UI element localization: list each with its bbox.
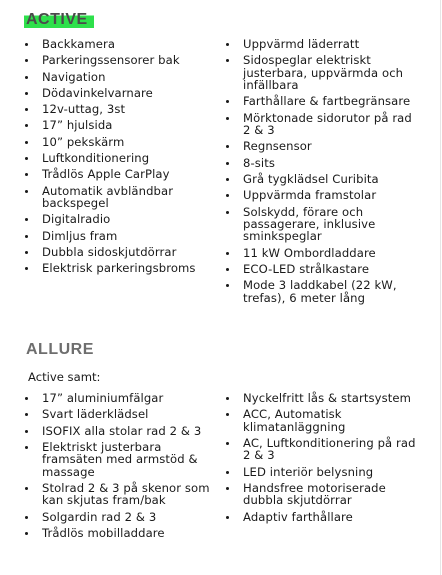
list-item: Mörktonade sidorutor på rad 2 & 3	[243, 112, 423, 137]
list-item: ACC, Automatisk klimatanläggning	[243, 408, 423, 433]
list-item: Nyckelfritt lås & startsystem	[243, 392, 423, 404]
page-edge-divider	[440, 0, 441, 575]
list-item: Adaptiv farthållare	[243, 511, 423, 523]
list-item: LED interiör belysning	[243, 466, 423, 478]
list-item: Regnsensor	[243, 140, 423, 152]
list-item: Digitalradio	[42, 213, 224, 225]
list-item: ISOFIX alla stolar rad 2 & 3	[42, 425, 224, 437]
list-item: Parkeringssensorer bak	[42, 54, 224, 66]
list-item: ECO-LED strålkastare	[243, 263, 423, 275]
list-item: Dimljus fram	[42, 230, 224, 242]
list-item: 12v-uttag, 3st	[42, 103, 224, 115]
active-list-left	[42, 38, 224, 279]
active-heading: ACTIVE	[24, 11, 94, 29]
list-item: Grå tygklädsel Curibita	[243, 173, 423, 185]
list-item: 8-sits	[243, 157, 423, 169]
list-item: 11 kW Ombordladdare	[243, 247, 423, 259]
list-item: Handsfree motoriserade dubbla skjutdörrar	[243, 482, 423, 507]
allure-heading: ALLURE	[26, 341, 94, 358]
list-item: Trådlös mobilladdare	[42, 527, 224, 539]
list-item: Luftkonditionering	[42, 152, 224, 164]
list-item: Elektriskt justerbara framsäten med armstöd & massage	[42, 441, 214, 478]
allure-list-right	[243, 392, 423, 527]
list-item: Farthållare & fartbegränsare	[243, 95, 423, 107]
list-item: Elektrisk parkeringsbroms	[42, 262, 224, 274]
list-item: Mode 3 laddkabel (22 kW, trefas), 6 meter lång	[243, 279, 423, 304]
list-item: Solskydd, förare och passagerare, inklusive sminkspeglar	[243, 206, 423, 243]
list-item: Navigation	[42, 71, 224, 83]
list-item: Solgardin rad 2 & 3	[42, 511, 224, 523]
list-item: 17” hjulsida	[42, 119, 224, 131]
list-item: Backkamera	[42, 38, 224, 50]
allure-list-left	[42, 392, 224, 543]
list-item: AC, Luftkonditionering på rad 2 & 3	[243, 437, 423, 462]
active-list-right	[243, 38, 423, 308]
allure-intro: Active samt:	[28, 370, 101, 384]
list-item: Dödavinkelvarnare	[42, 87, 224, 99]
list-item: 17” aluminiumfälgar	[42, 392, 224, 404]
list-item: Trådlös Apple CarPlay	[42, 168, 224, 180]
list-item: Uppvärmda framstolar	[243, 189, 423, 201]
list-item: Automatik avbländbar backspegel	[42, 185, 202, 210]
list-item: 10” pekskärm	[42, 136, 224, 148]
list-item: Sidospeglar elektriskt justerbara, uppvärmda och infällbara	[243, 54, 423, 91]
list-item: Svart läderklädsel	[42, 408, 224, 420]
list-item: Stolrad 2 & 3 på skenor som kan skjutas fram/bak	[42, 482, 224, 507]
list-item: Uppvärmd läderratt	[243, 38, 423, 50]
list-item: Dubbla sidoskjutdörrar	[42, 246, 224, 258]
